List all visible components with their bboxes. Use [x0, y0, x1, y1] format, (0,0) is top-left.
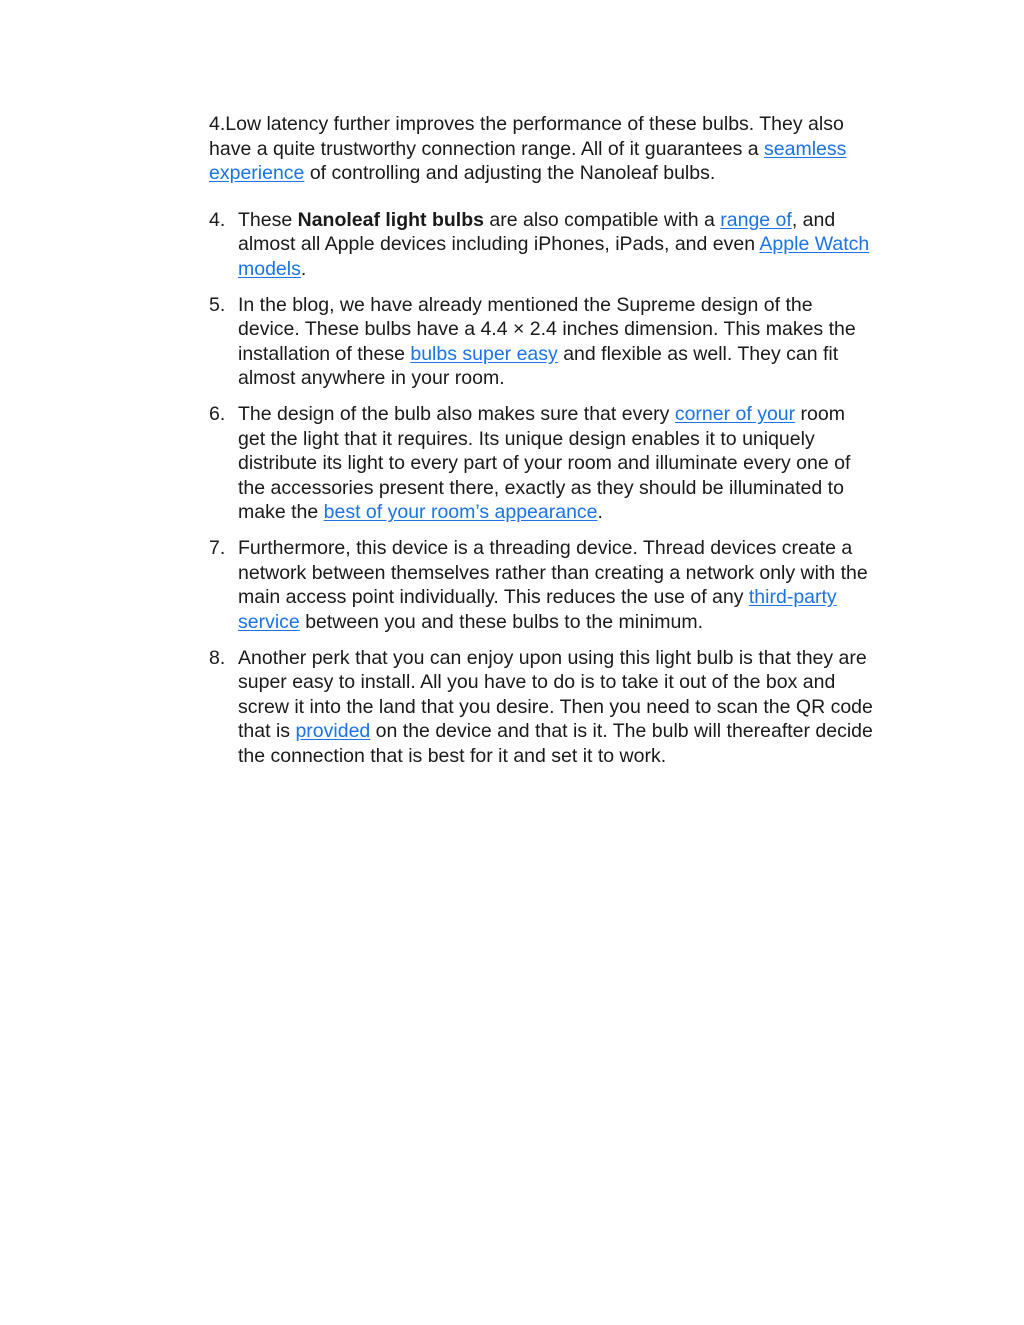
item-text: . — [597, 501, 603, 523]
item-text: Another perk that you can enjoy upon using this light bulb is that they are super easy to install. All you have to do is to take it out of the box and screw it into the land that you desire. Then you need to scan the QR code that is — [238, 646, 873, 742]
list-item — [209, 402, 874, 525]
item-number: 8. — [209, 646, 226, 669]
item-number: 4. — [209, 208, 226, 231]
apple-watch-models-link[interactable]: Apple Watch models — [238, 233, 870, 280]
best-of-your-rooms-appearance-link[interactable]: best of your room’s appearance — [323, 501, 598, 523]
item-text: and flexible as well. They can fit almost anywhere in your room. — [238, 342, 839, 389]
item-text: between you and these bulbs to the minimum. — [299, 610, 704, 633]
corner-of-your-link[interactable]: corner of your — [674, 403, 796, 425]
item-text: These — [238, 208, 298, 231]
bold-text: Nanoleaf light bulbs — [297, 208, 484, 231]
item-text: on the device and that is it. The bulb will thereafter decide the connection that is best for it and set it to work. — [238, 720, 873, 767]
intro-text-2: of controlling and adjusting the Nanoleaf bulbs. — [304, 162, 716, 184]
item-number: 7. — [209, 537, 226, 559]
list-item — [209, 208, 874, 282]
third-party-service-link[interactable]: third-party service — [238, 586, 837, 633]
list-item — [209, 646, 874, 769]
intro-text-1: 4.Low latency further improves the performance of these bulbs. They also have a quite trustworthy connection range. All of it guarantees a — [209, 113, 844, 160]
item-text: are also compatible with a — [483, 208, 721, 231]
range-of-link[interactable]: range of — [720, 208, 792, 231]
list-item — [209, 536, 874, 634]
item-text: , and almost all Apple devices including iPhones, iPads, and even — [238, 208, 836, 255]
feature-list — [209, 208, 874, 769]
item-number: 6. — [209, 403, 226, 425]
bulbs-super-easy-link[interactable]: bulbs super easy — [410, 342, 558, 365]
item-text: In the blog, we have already mentioned the Supreme design of the device. These bulbs have a 4.4 × 2.4 inches dimension. This makes the installation of these — [238, 293, 856, 365]
item-text: . — [300, 257, 307, 280]
intro-paragraph — [209, 112, 874, 186]
item-number: 5. — [209, 293, 226, 316]
document-body — [209, 112, 874, 780]
list-item — [209, 293, 874, 391]
item-text: Furthermore, this device is a threading device. Thread devices create a network between themselves rather than creating a network only with the main access point individually. This reduces the use of any — [238, 537, 868, 608]
seamless-experience-link[interactable]: seamless experience — [209, 137, 847, 184]
item-text: The design of the bulb also makes sure that every — [238, 403, 675, 425]
item-text: room get the light that it requires. Its unique design enables it to uniquely distribute its light to every part of your room and illuminate every one of the accessories present there, exactly as they should be illuminated to make the — [238, 403, 851, 523]
provided-link[interactable]: provided — [295, 720, 371, 742]
